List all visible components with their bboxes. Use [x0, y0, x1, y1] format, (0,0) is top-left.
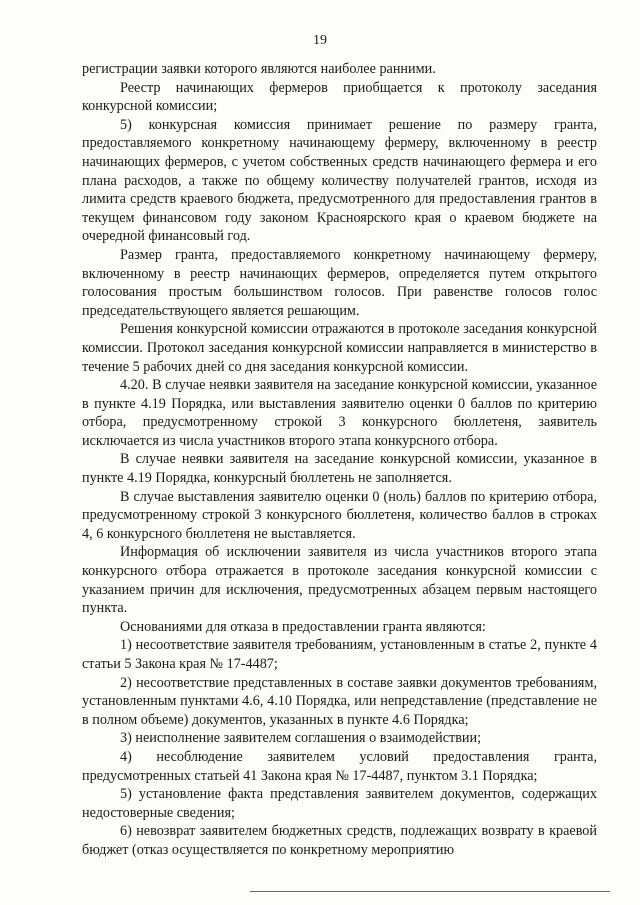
paragraph: В случае неявки заявителя на заседание конкурсной комиссии, указанное в пункте 4.19 Порядка, конкурсный бюллетень не заполняется.: [82, 451, 597, 487]
page-content: [82, 60, 597, 860]
paragraph: В случае выставления заявителю оценки 0 (ноль) баллов по критерию отбора, предусмотренному строкой 3 конкурсного бюллетеня, количество баллов в строках 4, 6 конкурсного бюллетеня не выставляется.: [82, 488, 597, 542]
paragraph: Реестр начинающих фермеров приобщается к протоколу заседания конкурсной комиссии;: [82, 79, 597, 115]
list-item: 4) несоблюдение заявителем условий предоставления гранта, предусмотренных статьей 41 Закона края № 17-4487, пунктом 3.1 Порядка;: [82, 748, 597, 784]
list-item: 6) невозврат заявителем бюджетных средств, подлежащих возврату в краевой бюджет (отказ осуществляется по конкретному мероприятию: [82, 823, 597, 858]
paragraph: регистрации заявки которого являются наиболее ранними.: [82, 61, 436, 77]
list-item: 5) установление факта представления заявителем документов, содержащих недостоверные сведения;: [82, 786, 597, 821]
list-item: 2) несоответствие представленных в составе заявки документов требованиям, установленным пунктами 4.6, 4.10 Порядка, или непредставление (представление не в полном объеме) документов, указанных в пункте 4.6 Порядка;: [82, 674, 597, 728]
paragraph: Решения конкурсной комиссии отражаются в протоколе заседания конкурсной комиссии. Протокол заседания конкурсной комиссии направляется в министерство в течение 5 рабочих дней со дня заседания конкурсной комиссии.: [82, 321, 597, 375]
paragraph: Размер гранта, предоставляемого конкретному начинающему фермеру, включенному в реестр начинающих фермеров, определяется путем открытого голосования простым большинством голосов. При равенстве голосов голос председательствующего является решающим.: [82, 246, 597, 319]
bottom-divider: [250, 891, 610, 892]
paragraph: Основаниями для отказа в предоставлении гранта являются:: [120, 618, 486, 635]
paragraph: 5) конкурсная комиссия принимает решение по размеру гранта, предоставляемого конкретному начинающему фермеру, включенному в реестр начинающих фермеров, с учетом собственных средств начинающего фермера и его плана расходов, а также по общему количеству получателей грантов, исходя из лимита средств краевого бюджета, предусмотренного для предоставления грантов в текущем финансовом году законом Красноярского края о краевом бюджете на очередной финансовый год.: [82, 116, 597, 245]
list-item: 1) несоответствие заявителя требованиям, установленным в статье 2, пункте 4 статьи 5 Закона края № 17-4487;: [82, 637, 597, 672]
paragraph: 4.20. В случае неявки заявителя на заседание конкурсной комиссии, указанное в пункте 4.19 Порядка, или выставления заявителю оценки 0 баллов по критерию отбора, предусмотренному строкой 3 конкурсного бюллетеня, заявитель исключается из числа участников второго этапа конкурсного отбора.: [82, 377, 597, 449]
page-number: 19: [313, 33, 327, 48]
list-item: 3) неисполнение заявителем соглашения о взаимодействии;: [120, 730, 482, 747]
paragraph: Информация об исключении заявителя из числа участников второго этапа конкурсного отбора отражается в протоколе заседания конкурсной комиссии с указанием причин для исключения, предусмотренных абзацем первым настоящего пункта.: [82, 544, 597, 617]
